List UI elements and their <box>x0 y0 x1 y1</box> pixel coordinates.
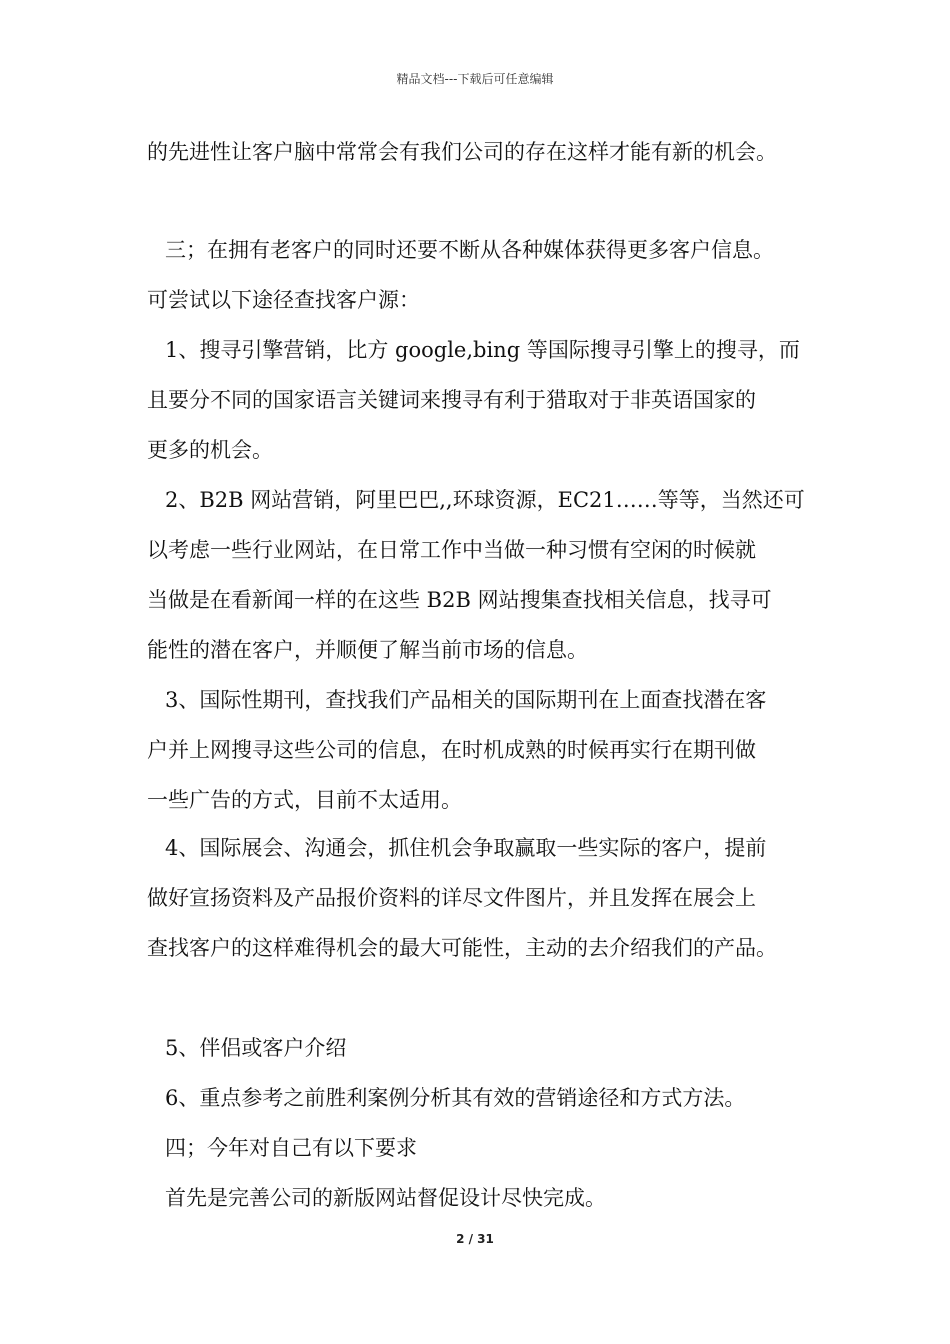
paragraph-line: 首先是完善公司的新版网站督促设计尽快完成。 <box>165 1186 606 1210</box>
paragraph-line: 3、国际性期刊，查找我们产品相关的国际期刊在上面查找潜在客 <box>165 688 767 712</box>
paragraph-line: 的先进性让客户脑中常常会有我们公司的存在这样才能有新的机会。 <box>147 140 777 164</box>
paragraph-line: 户并上网搜寻这些公司的信息，在时机成熟的时候再实行在期刊做 <box>147 738 756 762</box>
paragraph-line: 做好宣扬资料及产品报价资料的详尽文件图片，并且发挥在展会上 <box>147 886 756 910</box>
paragraph-line: 2、B2B 网站营销，阿里巴巴,,环球资源，EC21……等等，当然还可 <box>165 488 805 512</box>
paragraph-line: 以考虑一些行业网站，在日常工作中当做一种习惯有空闲的时候就 <box>147 538 756 562</box>
paragraph-line: 4、国际展会、沟通会，抓住机会争取赢取一些实际的客户，提前 <box>165 836 767 860</box>
paragraph-line: 且要分不同的国家语言关键词来搜寻有利于猎取对于非英语国家的 <box>147 388 756 412</box>
page-number: 2 / 31 <box>456 1232 494 1246</box>
paragraph-line: 当做是在看新闻一样的在这些 B2B 网站搜集查找相关信息，找寻可 <box>147 588 772 612</box>
paragraph-line: 6、重点参考之前胜利案例分析其有效的营销途径和方式方法。 <box>165 1086 746 1110</box>
paragraph-line: 查找客户的这样难得机会的最大可能性，主动的去介绍我们的产品。 <box>147 936 777 960</box>
page-header: 精品文档---下载后可任意编辑 <box>396 72 554 86</box>
paragraph-line: 能性的潜在客户，并顺便了解当前市场的信息。 <box>147 638 588 662</box>
paragraph-line: 一些广告的方式，目前不太适用。 <box>147 788 462 812</box>
paragraph-line: 更多的机会。 <box>147 438 273 462</box>
paragraph-line: 四；今年对自己有以下要求 <box>165 1136 417 1160</box>
paragraph-line: 1、搜寻引擎营销，比方 google,bing 等国际搜寻引擎上的搜寻，而 <box>165 338 800 362</box>
paragraph-line: 三；在拥有老客户的同时还要不断从各种媒体获得更多客户信息。 <box>165 238 774 262</box>
paragraph-line: 5、伴侣或客户介绍 <box>165 1036 347 1060</box>
paragraph-line: 可尝试以下途径查找客户源： <box>147 288 420 312</box>
